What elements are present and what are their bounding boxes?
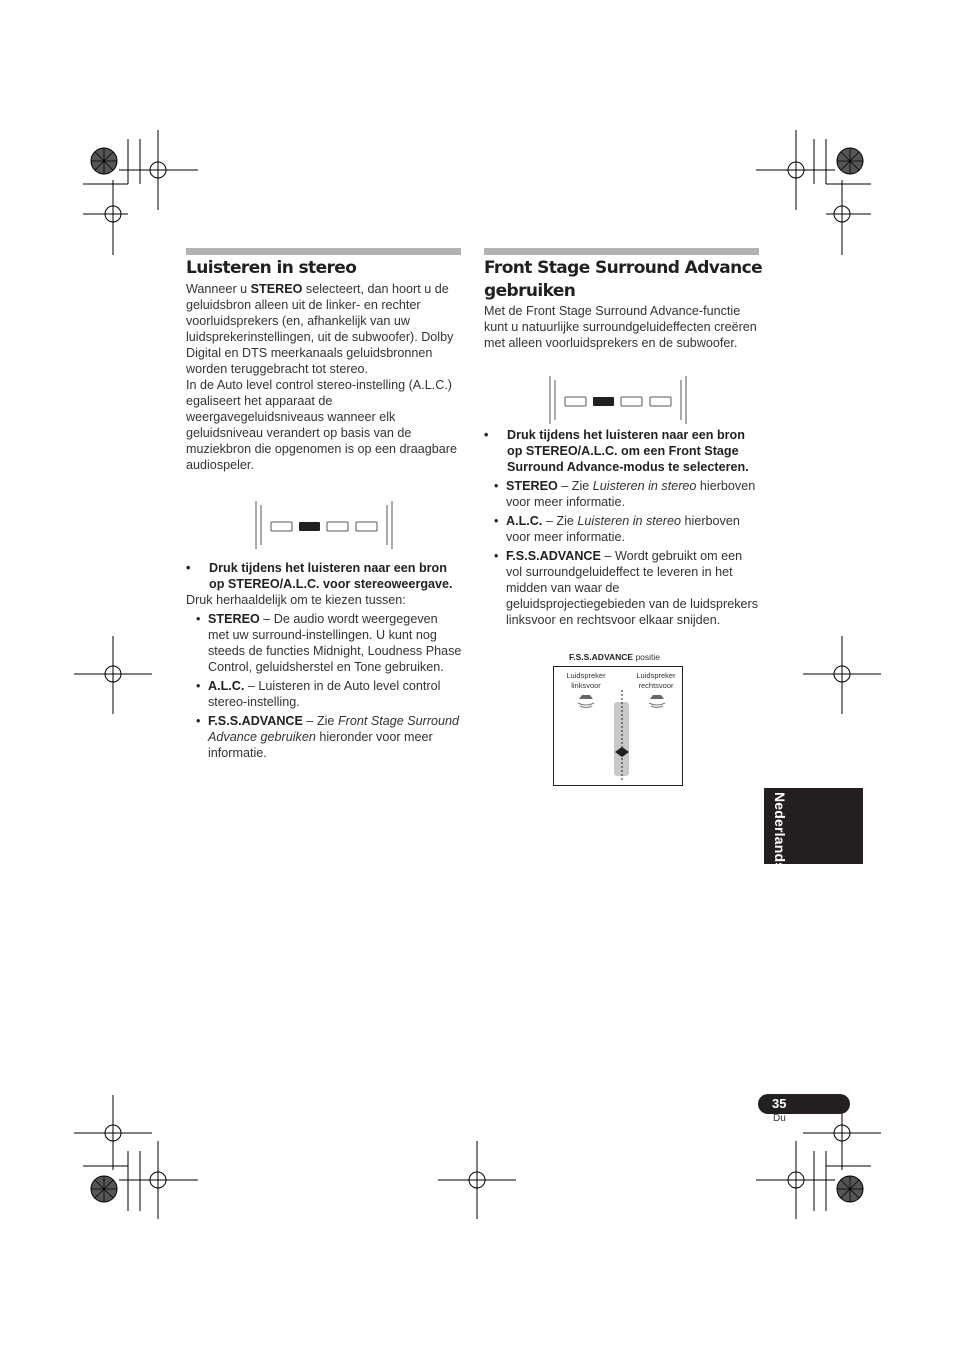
- page-number: 35: [758, 1094, 850, 1114]
- section-rule-left: [186, 248, 461, 255]
- stereo-intro: [186, 281, 462, 473]
- front-panel-buttons-icon: [547, 374, 689, 426]
- fss-steps: [484, 427, 760, 628]
- list-item: • A.L.C. – Zie Luisteren in stereo hierboven voor meer informatie.: [484, 513, 760, 545]
- fss-mode-list: [484, 478, 760, 628]
- speaker-icon: [576, 693, 596, 711]
- diagram-title: F.S.S.ADVANCE positie: [569, 652, 661, 662]
- language-tab: Nederlands: [764, 788, 863, 864]
- section-rule-right: [484, 248, 759, 255]
- stereo-steps: [186, 560, 462, 761]
- stereo-mode-list: [186, 611, 462, 761]
- front-panel-buttons-icon: [253, 499, 395, 551]
- list-item: • F.S.S.ADVANCE – Zie Front Stage Surround Advance gebruiken hieronder voor meer informatie.: [186, 713, 462, 761]
- section-title-stereo: Luisteren in stereo: [186, 258, 357, 278]
- section-title-fss: Front Stage Surround Advance gebruiken: [484, 258, 763, 301]
- stereo-intro-p2: In de Auto level control stereo-instelling (A.L.C.) egaliseert het apparaat de weergavegeluidsniveaus wanneer elk geluidsniveau verandert op basis van de muziekbron die opgenomen is op een draagbare audiospeler.: [186, 378, 457, 472]
- speaker-icon: [647, 693, 667, 711]
- list-item: • A.L.C. – Luisteren in de Auto level control stereo-instelling.: [186, 678, 462, 710]
- listening-position-bar: [608, 690, 636, 782]
- stereo-step: • Druk tijdens het luisteren naar een bron op STEREO/A.L.C. voor stereoweergave.: [186, 561, 453, 591]
- stereo-intro-p1: Wanneer u STEREO selecteert, dan hoort u de geluidsbron alleen uit de linker- en rechter voorluidsprekers (en, afhankelijk van uw luidsprekerinstellingen, uit de subwoofer). Dolby Digital en DTS meerkanaals geluidsbronnen worden teruggebracht tot stereo.: [186, 282, 454, 376]
- left-speaker-label: Luidspreker linksvoor: [566, 671, 606, 690]
- page-language-code: Du: [773, 1113, 786, 1124]
- stereo-step-sub: Druk herhaaldelijk om te kiezen tussen:: [186, 593, 406, 607]
- list-item: • STEREO – De audio wordt weergegeven met uw surround-instellingen. U kunt nog steeds de functies Midnight, Loudness Phase Control, geluidsherstel en Tone gebruiken.: [186, 611, 462, 675]
- list-item: • STEREO – Zie Luisteren in stereo hierboven voor meer informatie.: [484, 478, 760, 510]
- right-speaker-label: Luidspreker rechtsvoor: [636, 671, 676, 690]
- list-item: • F.S.S.ADVANCE – Wordt gebruikt om een vol surroundgeluideffect te leveren in het midden van waar de geluidsprojectiegebieden van de luidsprekers linksvoor en rechtsvoor elkaar snijden.: [484, 548, 760, 628]
- fss-step: • Druk tijdens het luisteren naar een bron op STEREO/A.L.C. om een Front Stage Surround Advance-modus te selecteren.: [484, 428, 749, 474]
- fss-intro: Met de Front Stage Surround Advance-functie kunt u natuurlijke surroundgeluideffecten creëren met alleen voorluidsprekers en de subwoofer.: [484, 304, 757, 350]
